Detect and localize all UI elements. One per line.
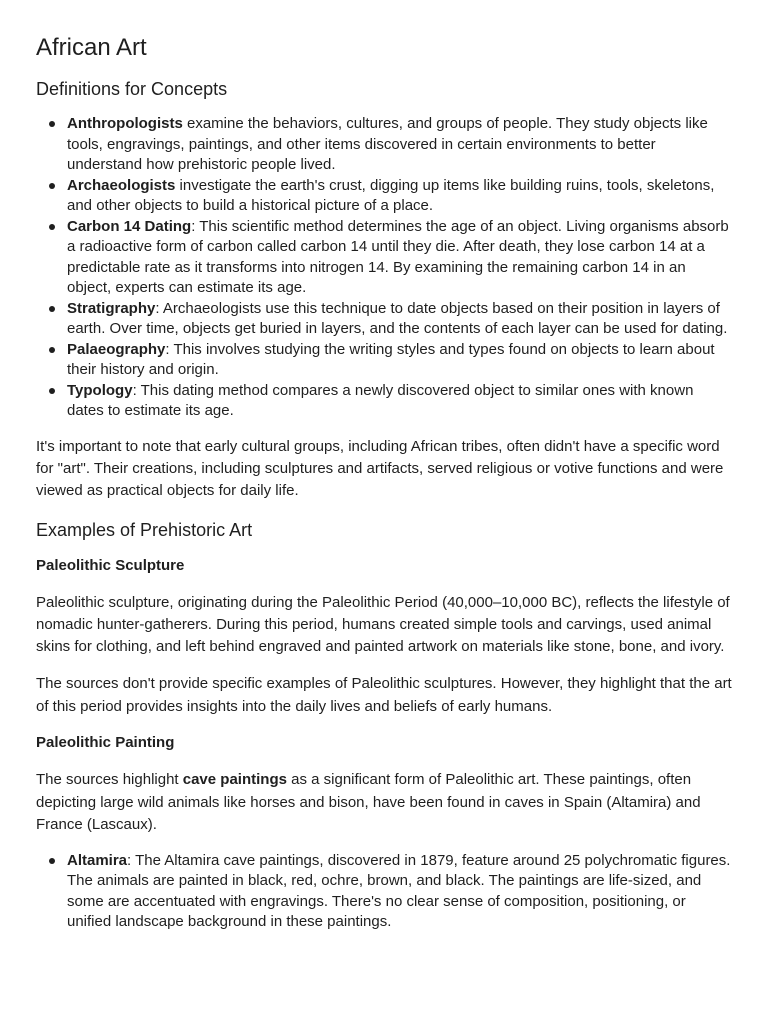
subheading-paleolithic-sculpture: Paleolithic Sculpture [36, 556, 185, 574]
painting-intro-start: The sources highlight [36, 771, 183, 789]
page-title: African Art [36, 34, 147, 61]
definitions-list [36, 114, 732, 422]
list-item [67, 340, 732, 381]
list-item-text: examine the behaviors, cultures, and groups of people. They study objects like tools, engravings, paintings, and other items discovered in certain environments to better understand how prehistoric people lived. [67, 115, 708, 173]
list-item-term: Stratigraphy [67, 299, 156, 317]
list-item-text: This involves studying the writing styles and types found on objects to learn about their history and origin. [67, 340, 715, 378]
sculpture-paragraph-2: The sources don't provide specific examples of Paleolithic sculptures. However, they highlight that the art of this period provides insights into the daily lives and beliefs of early humans. [36, 675, 732, 715]
section-heading-definitions: Definitions for Concepts [36, 79, 228, 99]
list-item-text: The Altamira cave paintings, discovered in 1879, feature around 25 polychromatic figures. The animals are painted in black, red, ochre, brown, and black. The paintings are life-sized, and some are accentuated with engravings. There's no clear sense of composition, positioning, or unified landscape background in these paintings. [67, 851, 731, 931]
list-item [67, 381, 732, 422]
painting-intro-bold: cave paintings [182, 771, 287, 789]
list-item [67, 114, 732, 176]
list-item [67, 299, 732, 340]
list-item-separator: : [155, 299, 163, 317]
list-item-text: This scientific method determines the age of an object. Living organisms absorb a radioactive form of carbon called carbon 14 until they die. After death, they lose carbon 14 at a predictable rate as it transforms into nitrogen 14. By examining the remaining carbon 14 in an object, experts can estimate its age. [67, 217, 729, 296]
list-item [67, 851, 732, 933]
list-item-term: Archaeologists [67, 176, 176, 194]
list-item-separator: : [127, 851, 136, 869]
list-item [67, 176, 732, 217]
list-item [67, 217, 732, 299]
list-item-text: investigate the earth's crust, digging up items like building ruins, tools, skeletons, and other objects to build a historical picture of a place. [67, 176, 715, 214]
list-item-separator: : [132, 381, 141, 399]
list-item-term: Typology [67, 381, 133, 399]
list-item-separator: : [165, 340, 174, 358]
list-item-separator: : [191, 217, 200, 235]
cave-paintings-list [36, 851, 732, 933]
art-note-paragraph: It's important to note that early cultural groups, including African tribes, often didn't have a specific word for "art". Their creations, including sculptures and artifacts, served religious or votive functions and were viewed as practical objects for daily life. [36, 437, 724, 500]
list-item-term: Carbon 14 Dating [67, 217, 192, 235]
section-heading-examples: Examples of Prehistoric Art [36, 519, 253, 540]
painting-intro-end: as a significant form of Paleolithic art. These paintings, often depicting large wild animals like horses and bison, have been found in caves in Spain (Altamira) and France (Lascaux). [36, 771, 701, 833]
list-item-text: This dating method compares a newly discovered object to similar ones with known dates to estimate its age. [67, 381, 694, 419]
list-item-term: Palaeography [67, 340, 166, 358]
sculpture-paragraph-1: Paleolithic sculpture, originating during the Paleolithic Period (40,000–10,000 BC), reflects the lifestyle of nomadic hunter-gatherers. During this period, humans created simple tools and carvings, used animal skins for clothing, and left behind engraved and painted artwork on materials like stone, bone, and ivory. [36, 593, 730, 656]
list-item-term: Altamira [67, 851, 128, 869]
painting-intro-paragraph [36, 769, 732, 836]
list-item-term: Anthropologists [67, 115, 183, 132]
list-item-text: Archaeologists use this technique to date objects based on their position in layers of earth. Over time, objects get buried in layers, and the contents of each layer can be used for dating. [67, 299, 728, 337]
subheading-paleolithic-painting: Paleolithic Painting [36, 734, 175, 752]
